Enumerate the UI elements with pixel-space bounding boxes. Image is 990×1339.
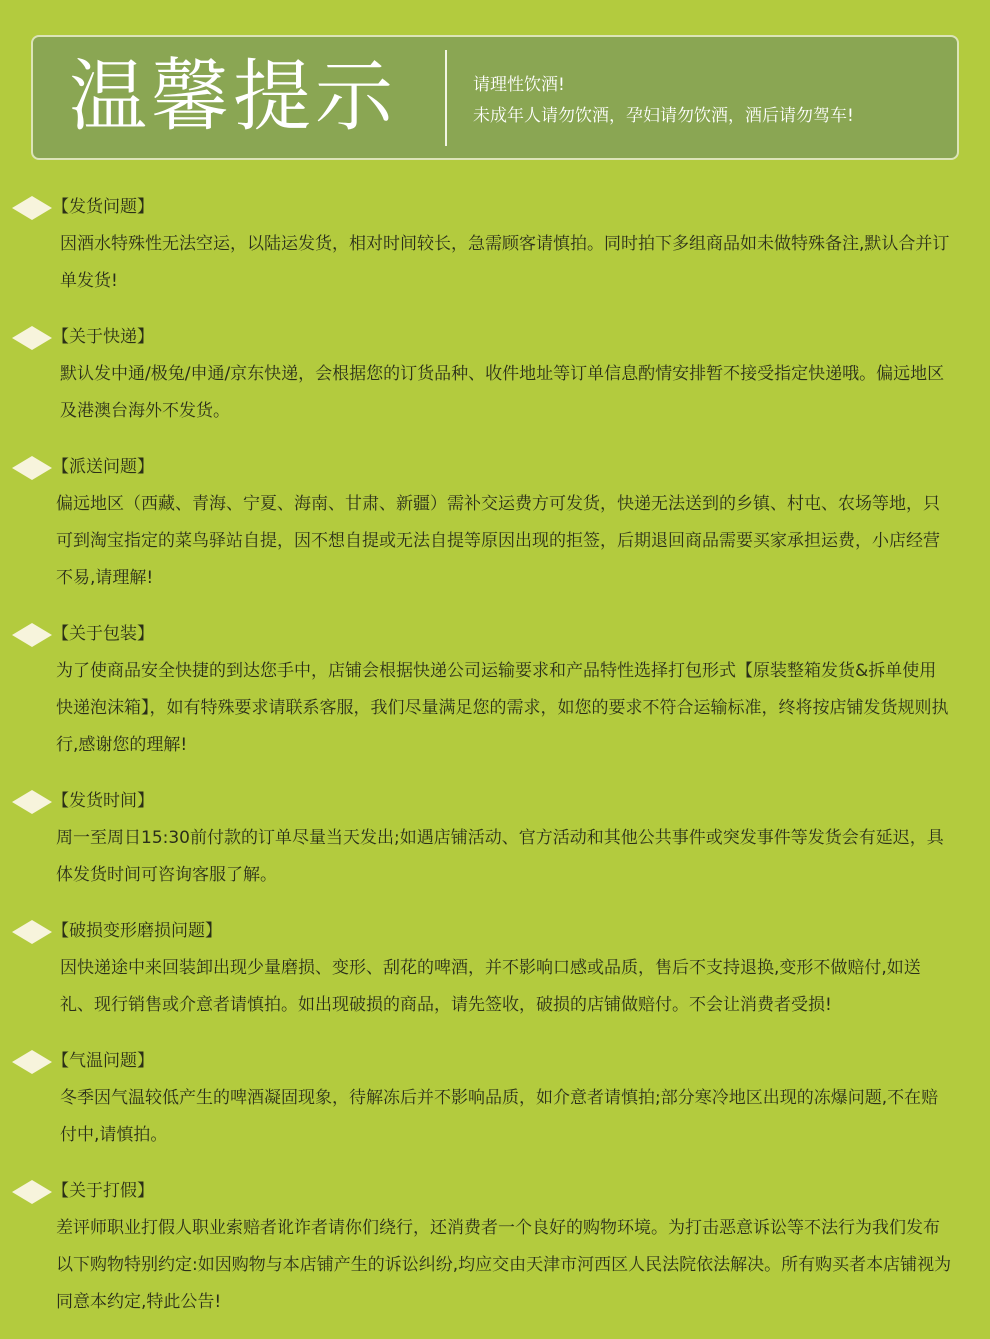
header-banner — [31, 35, 959, 160]
section-packaging — [0, 615, 990, 764]
section-header — [0, 1172, 990, 1210]
diamond-bullet-icon — [12, 790, 52, 814]
section-title: 【破损变形磨损问题】 — [52, 921, 222, 941]
header-notes — [473, 70, 854, 132]
section-anti-fraud — [0, 1172, 990, 1321]
section-header — [0, 615, 990, 653]
section-shipping-time — [0, 782, 990, 894]
section-title: 【关于打假】 — [52, 1181, 154, 1201]
section-title: 【发货问题】 — [52, 197, 154, 217]
diamond-bullet-icon — [12, 1050, 52, 1074]
section-damage — [0, 912, 990, 1024]
header-note-rational-drinking: 请理性饮酒! — [473, 75, 565, 95]
header-note-warnings: 未成年人请勿饮酒，孕妇请勿饮酒，酒后请勿驾车! — [473, 106, 854, 126]
section-title: 【派送问题】 — [52, 457, 154, 477]
section-title: 【气温问题】 — [52, 1051, 154, 1071]
section-title: 【关于快递】 — [52, 327, 154, 347]
section-body: 因酒水特殊性无法空运，以陆运发货，相对时间较长，急需顾客请慎拍。同时拍下多组商品如未做特殊备注,默认合并订单发货! — [60, 234, 950, 291]
section-delivery — [0, 448, 990, 597]
section-body: 差评师职业打假人职业索赔者讹诈者请你们绕行，还消费者一个良好的购物环境。为打击恶意诉讼等不法行为我们发布以下购物特别约定:如因购物与本店铺产生的诉讼纠纷,均应交由天津市河西区人民法院依法解决。所有购买者本店铺视为同意本约定,特此公告! — [56, 1218, 952, 1312]
section-body: 因快递途中来回装卸出现少量磨损、变形、刮花的啤酒，并不影响口感或品质，售后不支持退换,变形不做赔付,如送礼、现行销售或介意者请慎拍。如出现破损的商品，请先签收，破损的店铺做赔付。不会让消费者受损! — [60, 958, 921, 1015]
diamond-bullet-icon — [12, 1180, 52, 1204]
section-body: 冬季因气温较低产生的啤酒凝固现象，待解冻后并不影响品质，如介意者请慎拍;部分寒冷地区出现的冻爆问题,不在赔付中,请慎拍。 — [60, 1088, 939, 1145]
section-courier — [0, 318, 990, 430]
section-header — [0, 448, 990, 486]
page-title: 温馨提示 — [69, 52, 398, 142]
section-header — [0, 318, 990, 356]
section-title: 【关于包装】 — [52, 624, 154, 644]
section-title: 【发货时间】 — [52, 791, 154, 811]
section-header — [0, 1042, 990, 1080]
diamond-bullet-icon — [12, 456, 52, 480]
diamond-bullet-icon — [12, 326, 52, 350]
section-header — [0, 912, 990, 950]
section-shipping — [0, 188, 990, 300]
section-temperature — [0, 1042, 990, 1154]
section-header — [0, 188, 990, 226]
diamond-bullet-icon — [12, 623, 52, 647]
section-body: 为了使商品安全快捷的到达您手中，店铺会根据快递公司运输要求和产品特性选择打包形式【原装整箱发货&拆单使用快递泡沫箱】，如有特殊要求请联系客服，我们尽量满足您的需求，如您的要求不符合运输标准，终将按店铺发货规则执行,感谢您的理解! — [56, 661, 949, 755]
diamond-bullet-icon — [12, 196, 52, 220]
section-header — [0, 782, 990, 820]
section-body: 周一至周日15:30前付款的订单尽量当天发出;如遇店铺活动、官方活动和其他公共事件或突发事件等发货会有延迟，具体发货时间可咨询客服了解。 — [56, 828, 944, 885]
section-body: 默认发中通/极兔/申通/京东快递，会根据您的订货品种、收件地址等订单信息酌情安排暂不接受指定快递哦。偏远地区及港澳台海外不发货。 — [60, 364, 945, 421]
diamond-bullet-icon — [12, 920, 52, 944]
header-divider — [445, 50, 447, 146]
notice-sections — [0, 188, 990, 1339]
section-body: 偏远地区（西藏、青海、宁夏、海南、甘肃、新疆）需补交运费方可发货，快递无法送到的乡镇、村屯、农场等地，只可到淘宝指定的菜鸟驿站自提，因不想自提或无法自提等原因出现的拒签，后期退回商品需要买家承担运费，小店经营不易,请理解! — [56, 494, 940, 588]
